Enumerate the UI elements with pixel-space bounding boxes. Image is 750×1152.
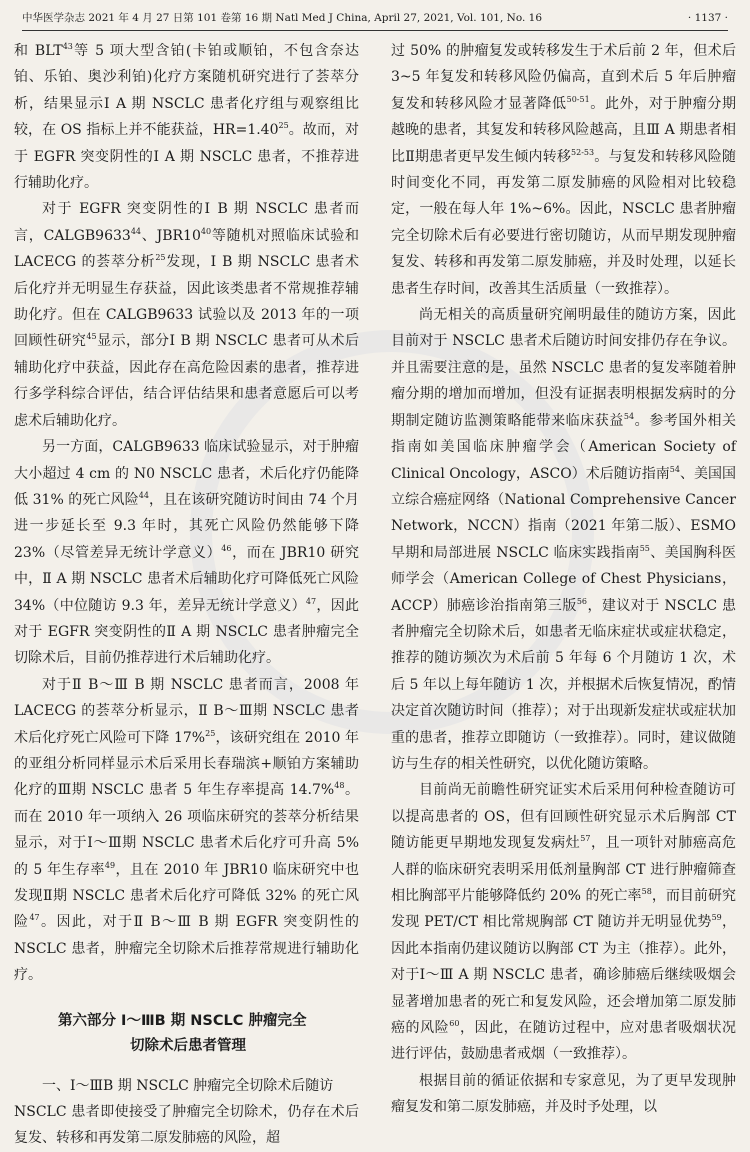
- paragraph: 根据目前的循证依据和专家意见，为了更早发现肿瘤复发和第二原发肺癌，并及时予处理，以: [391, 1072, 736, 1116]
- citation: 25: [205, 728, 216, 738]
- citation: 45: [86, 332, 97, 342]
- citation: 60: [449, 1019, 460, 1029]
- citation: 49: [104, 860, 116, 870]
- paragraph: 尚无相关的高质量研究阐明最佳的随访方案，因此目前对于 NSCLC 患者术后随访时间安排仍存在争议。并且需要注意的是，虽然 NSCLC 患者的复发率随着肿瘤分期的增加而增加，但没有证据表明根据发病时的分期制定随访监测策略能带来临床获益$^{54}$。参考国外相关指南如美国临床肿瘤学会（American Society of Clinical Oncology，ASCO）术后随访指南$^{54}$、美国国立综合癌症网络（National Comprehensive Cancer Network，NCCN）指南（2021 年第二版）、ESMO 早期和局部进展 NSCLC 临床实践指南$^{55}$、美国胸科医师学会（American College of Chest Physicians，ACCP）肺癌诊治指南第三版$^{56}$，建议对于 NSCLC 患者肿瘤完全切除术后，如患者无临床症状或症状稳定，推荐的随访频次为术后前 5 年每 6 个月随访 1 次，术后 5 年以上每年随访 1 次，并根据术后恢复情况，酌情决定首次随访时间（推荐）；对于出现新发症状或症状加重的患者，推荐立即随访（一致推荐）。同时，建议做随访与生存的相关性研究，以优化随访策略。: [391, 307, 737, 772]
- citation: 54: [623, 411, 635, 421]
- right-column: [391, 38, 736, 1121]
- citation: 56: [576, 596, 587, 606]
- citation: 59: [711, 913, 722, 923]
- section-heading: 第六部分 Ⅰ～ⅢB 期 NSCLC 肿瘤完全 切除术后患者管理: [58, 1012, 307, 1054]
- citation: 47: [305, 596, 317, 606]
- paragraph: 对于 EGFR 突变阴性的Ⅰ B 期 NSCLC 患者而言，CALGB9633$^{44}$、$JBR10^{40}$等随机对照临床试验和 LACECG 的荟萃分析$^{25}$发现，Ⅰ B 期 NSCLC 患者术后化疗并无明显生存获益，因此该类患者不常规推荐辅助化疗。但在 CALGB9633 试验以及 2013 年的一项回顾性研究$^{45}$显示，部分Ⅰ B 期 NSCLC 患者可从术后辅助化疗中获益，因此存在高危险因素的患者，推荐进行多学科综合评估，结合评估结果和患者意愿后可以考虑术后辅助化疗。: [14, 201, 360, 429]
- page-number: · 1137 ·: [687, 12, 728, 24]
- citation: 44: [130, 226, 141, 236]
- paragraph: 对于Ⅱ B～Ⅲ B 期 NSCLC 患者而言，2008 年 LACECG 的荟萃分析显示，Ⅱ B～Ⅲ期 NSCLC 患者术后化疗死亡风险可下降 17%$^{25}$，该研究组在 2010 年的亚组分析同样显示术后采用长春瑞滨+顺铂方案辅助化疗的Ⅲ期 NSCLC 患者 5 年生存率提高 14.7%$^{48}$。而在 2010 年一项纳入 26 项临床研究的荟萃分析结果显示，对于Ⅰ～Ⅲ期 NSCLC 患者术后化疗可升高 5% 的 5 年生存率$^{49}$，且在 2010 年 JBR10 临床研究中也发现Ⅱ期 NSCLC 患者术后化疗可降低 32% 的死亡风险$^{47}$。因此，对于Ⅱ B～Ⅲ B 期 EGFR 突变阴性的 NSCLC 患者，肿瘤完全切除术后推荐常规进行辅助化疗。: [14, 676, 360, 984]
- citation: 50-51: [566, 94, 590, 104]
- paragraph: 目前尚无前瞻性研究证实术后采用何种检查随访可以提高患者的 OS，但有回顾性研究显示术后胸部 CT 随访能更早期地发现复发病灶$^{57}$，且一项针对肺癌高危人群的临床研究表明采用低剂量胸部 CT 进行肿瘤筛查相比胸部平片能够降低约 20% 的死亡率$^{58}$，而目前研究发现 PET/CT 相比常规胸部 CT 随访并无明显优势$^{59}$，因此本指南仍建议随访以胸部 CT 为主（推荐）。此外，对于Ⅰ～Ⅲ A 期 NSCLC 患者，确诊肺癌后继续吸烟会显著增加患者的死亡和复发风险，还会增加第二原发肺癌的风险$^{60}$，因此，在随访过程中，应对患者吸烟状况进行评估，鼓励患者戒烟（一致推荐）。: [391, 782, 737, 1063]
- citation: 40: [200, 226, 212, 236]
- running-header: [22, 6, 728, 31]
- paragraph: 和 BLT$^{43}$等 5 项大型含铂(卡铂或顺铂，不包含奈达铂、乐铂、奥沙利铂)化疗方案随机研究进行了荟萃分析，结果显示Ⅰ A 期 NSCLC 患者化疗组与观察组比较，在 OS 指标上并不能获益，$HR=1.40^{25}$。故而，对于 EGFR 突变阴性的Ⅰ A 期 NSCLC 患者，不推荐进行辅助化疗。: [14, 42, 359, 192]
- paragraph: 另一方面，CALGB9633 临床试验显示，对于肿瘤大小超过 4 cm 的 N0 NSCLC 患者，术后化疗仍能降低 31% 的死亡风险$^{44}$，且在该研究随访时间由 74 个月进一步延长至 9.3 年时，其死亡风险仍然能够下降 23%（尽管差异无统计学意义）$^{46}$，而在 JBR10 研究中，Ⅱ A 期 NSCLC 患者术后辅助化疗可降低死亡风险 34%（中位随访 9.3 年，差异无统计学意义）$^{47}$，因此对于 EGFR 突变阴性的Ⅱ A 期 NSCLC 患者肿瘤完全切除术后，目前仍推荐进行术后辅助化疗。: [14, 439, 359, 667]
- paragraph: NSCLC 患者即使接受了肿瘤完全切除术，仍存在术后复发、转移和再发第二原发肺癌的风险，超: [14, 1104, 359, 1147]
- citation: 46: [221, 543, 232, 553]
- citation: 57: [580, 834, 591, 844]
- citation: 25: [278, 121, 289, 131]
- left-column: [14, 38, 359, 1152]
- citation: 25: [155, 253, 166, 263]
- subsection-heading: 一、Ⅰ～ⅢB 期 NSCLC 肿瘤完全切除术后随访: [42, 1077, 334, 1094]
- citation: 58: [641, 887, 652, 896]
- paragraph: 过 50% 的肿瘤复发或转移发生于术后前 2 年，但术后 3~5 年复发和转移风险仍偏高，直到术后 5 年后肿瘤复发和转移风险才显著降低$^{50-51}$。此外，对于肿瘤分期越晚的患者，其复发和转移风险越高，且Ⅲ A 期患者相比Ⅱ期患者更早发生倾内转移$^{52-53}$。与复发和转移风险随时间变化不同，再发第二原发肺癌的风险相对比较稳定，一般在每人年 1%~6%。因此，NSCLC 患者肿瘤完全切除术后有必要进行密切随访，从而早期发现肿瘤复发、转移和再发第二原发肺癌，并及时处理，以延长患者生存时间，改善其生活质量（一致推荐）。: [391, 43, 737, 297]
- citation: 47: [29, 913, 40, 923]
- citation: 55: [639, 543, 650, 553]
- citation: 44: [138, 490, 149, 500]
- citation: 54: [669, 464, 680, 474]
- journal-citation: 中华医学杂志 2021 年 4 月 27 日第 101 卷第 16 期 Natl Med J China, April 27, 2021, Vol. 101, No. 16: [22, 12, 543, 24]
- citation: 52-53: [571, 147, 595, 157]
- citation: 48: [334, 781, 345, 791]
- citation: 43: [62, 42, 73, 51]
